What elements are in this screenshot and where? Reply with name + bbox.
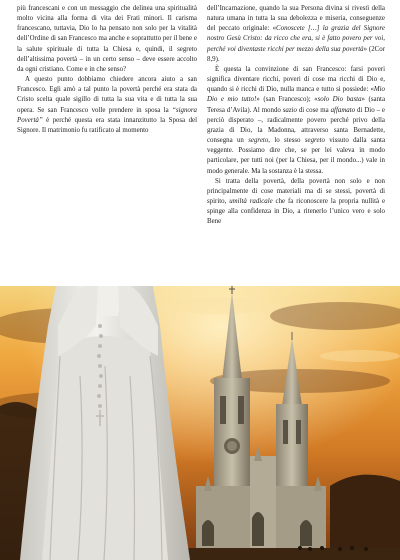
text-run: vissuto dalla santa veggente. Possiamo dire che, se per lei valeva in modo particolare, per tutti noi (per la Chiesa, per il mondo...) vale in modo generale. Ma la sostanza è la stessa. [207,137,386,175]
italic-text: “signora Povertà” [17,106,197,124]
text-run: » (santa Teresa d’Avila). Al mondo [207,96,386,114]
text-run: È questa la convinzione di san Francesco: farsi poveri significa diventare ricchi, poveri di cose ma ricchi di Dio e, quando si è ricchi di Dio, nulla manca e tutto si possiede: « [207,65,385,94]
text-run: » (san Francesco); « [256,96,318,104]
italic-text: umiltà radicale [229,197,273,205]
italic-text: segreto [248,137,269,145]
article-column-left [17,4,197,136]
text-run: che fa riconoscere la propria nullità e spinge alla confidenza in Dio, a ritenerlo l’unico vero e solo Bene [207,197,386,226]
text-run: » (2Cor 8,9). [207,45,385,63]
bernadette-statue-and-lourdes-basilica-image [0,286,400,560]
text-run: dell’Incarnazione, quando la sua Persona divina si rivestì della natura umana in tutta la sua debolezza e miseria, conseguenze del peccato originale: « [207,5,385,33]
text-run: A questo punto dobbiamo chiedere ancora aiuto a san Francesco. Egli amò a tal punto la povertà perché era stata da Cristo scelta quale sigillo di tutta la sua vita e di tutta la sua opera. Se san Francesco volle prendere in sposa la [17,76,197,114]
italic-text: sazio [282,106,297,114]
text-run: , lo stesso [268,137,305,145]
paragraph [207,177,385,228]
paragraph [17,75,197,136]
paragraph [17,4,197,75]
article-column-right [207,4,385,227]
italic-text: solo Dio basta [317,96,362,104]
paragraph [207,65,385,177]
italic-text: affamato [330,106,356,114]
italic-text: segreto [304,137,325,145]
text-run: più francescani e con un messaggio che delinea una spiritualità molto vicina alla forma di vita dei Frati minori. Il carisma francescano, tuttavia, Dio lo ha pensato non solo per la vitalità dell’Ordine di san Francesco ma anche e soprattutto per il bene e la salute spirituale di tutta la Chiesa e, quindi, il segreto dell’altissima povertà – in un certo senso – deve essere accolto da ogni cristiano. Come e in che senso? [17,5,197,73]
text-run: è perché questa era stata innanzitutto la Sposa del Signore. Il matrimonio fu ratificato al momento [17,116,197,134]
text-run: Si tratta della povertà, della povertà non solo e non principalmente di cose materiali ma di se stessi, povertà di spirito, [207,177,385,205]
text-run: di cose ma [296,106,331,114]
italic-text: Mio Dio e mio tutto! [207,86,385,104]
text-run: di Dio – e perciò disperato –, radicalmente povero perché privo della grazia di Dio, la Madonna, attraverso santa Bernadette, consegna un [207,106,385,145]
paragraph [207,4,385,65]
italic-text: Conoscete […] la grazia del Signore nostro Gesù Cristo: da ricco che era, si è fatto povero per voi, perché voi diventaste ricchi per mezzo della sua povertà [207,25,385,53]
